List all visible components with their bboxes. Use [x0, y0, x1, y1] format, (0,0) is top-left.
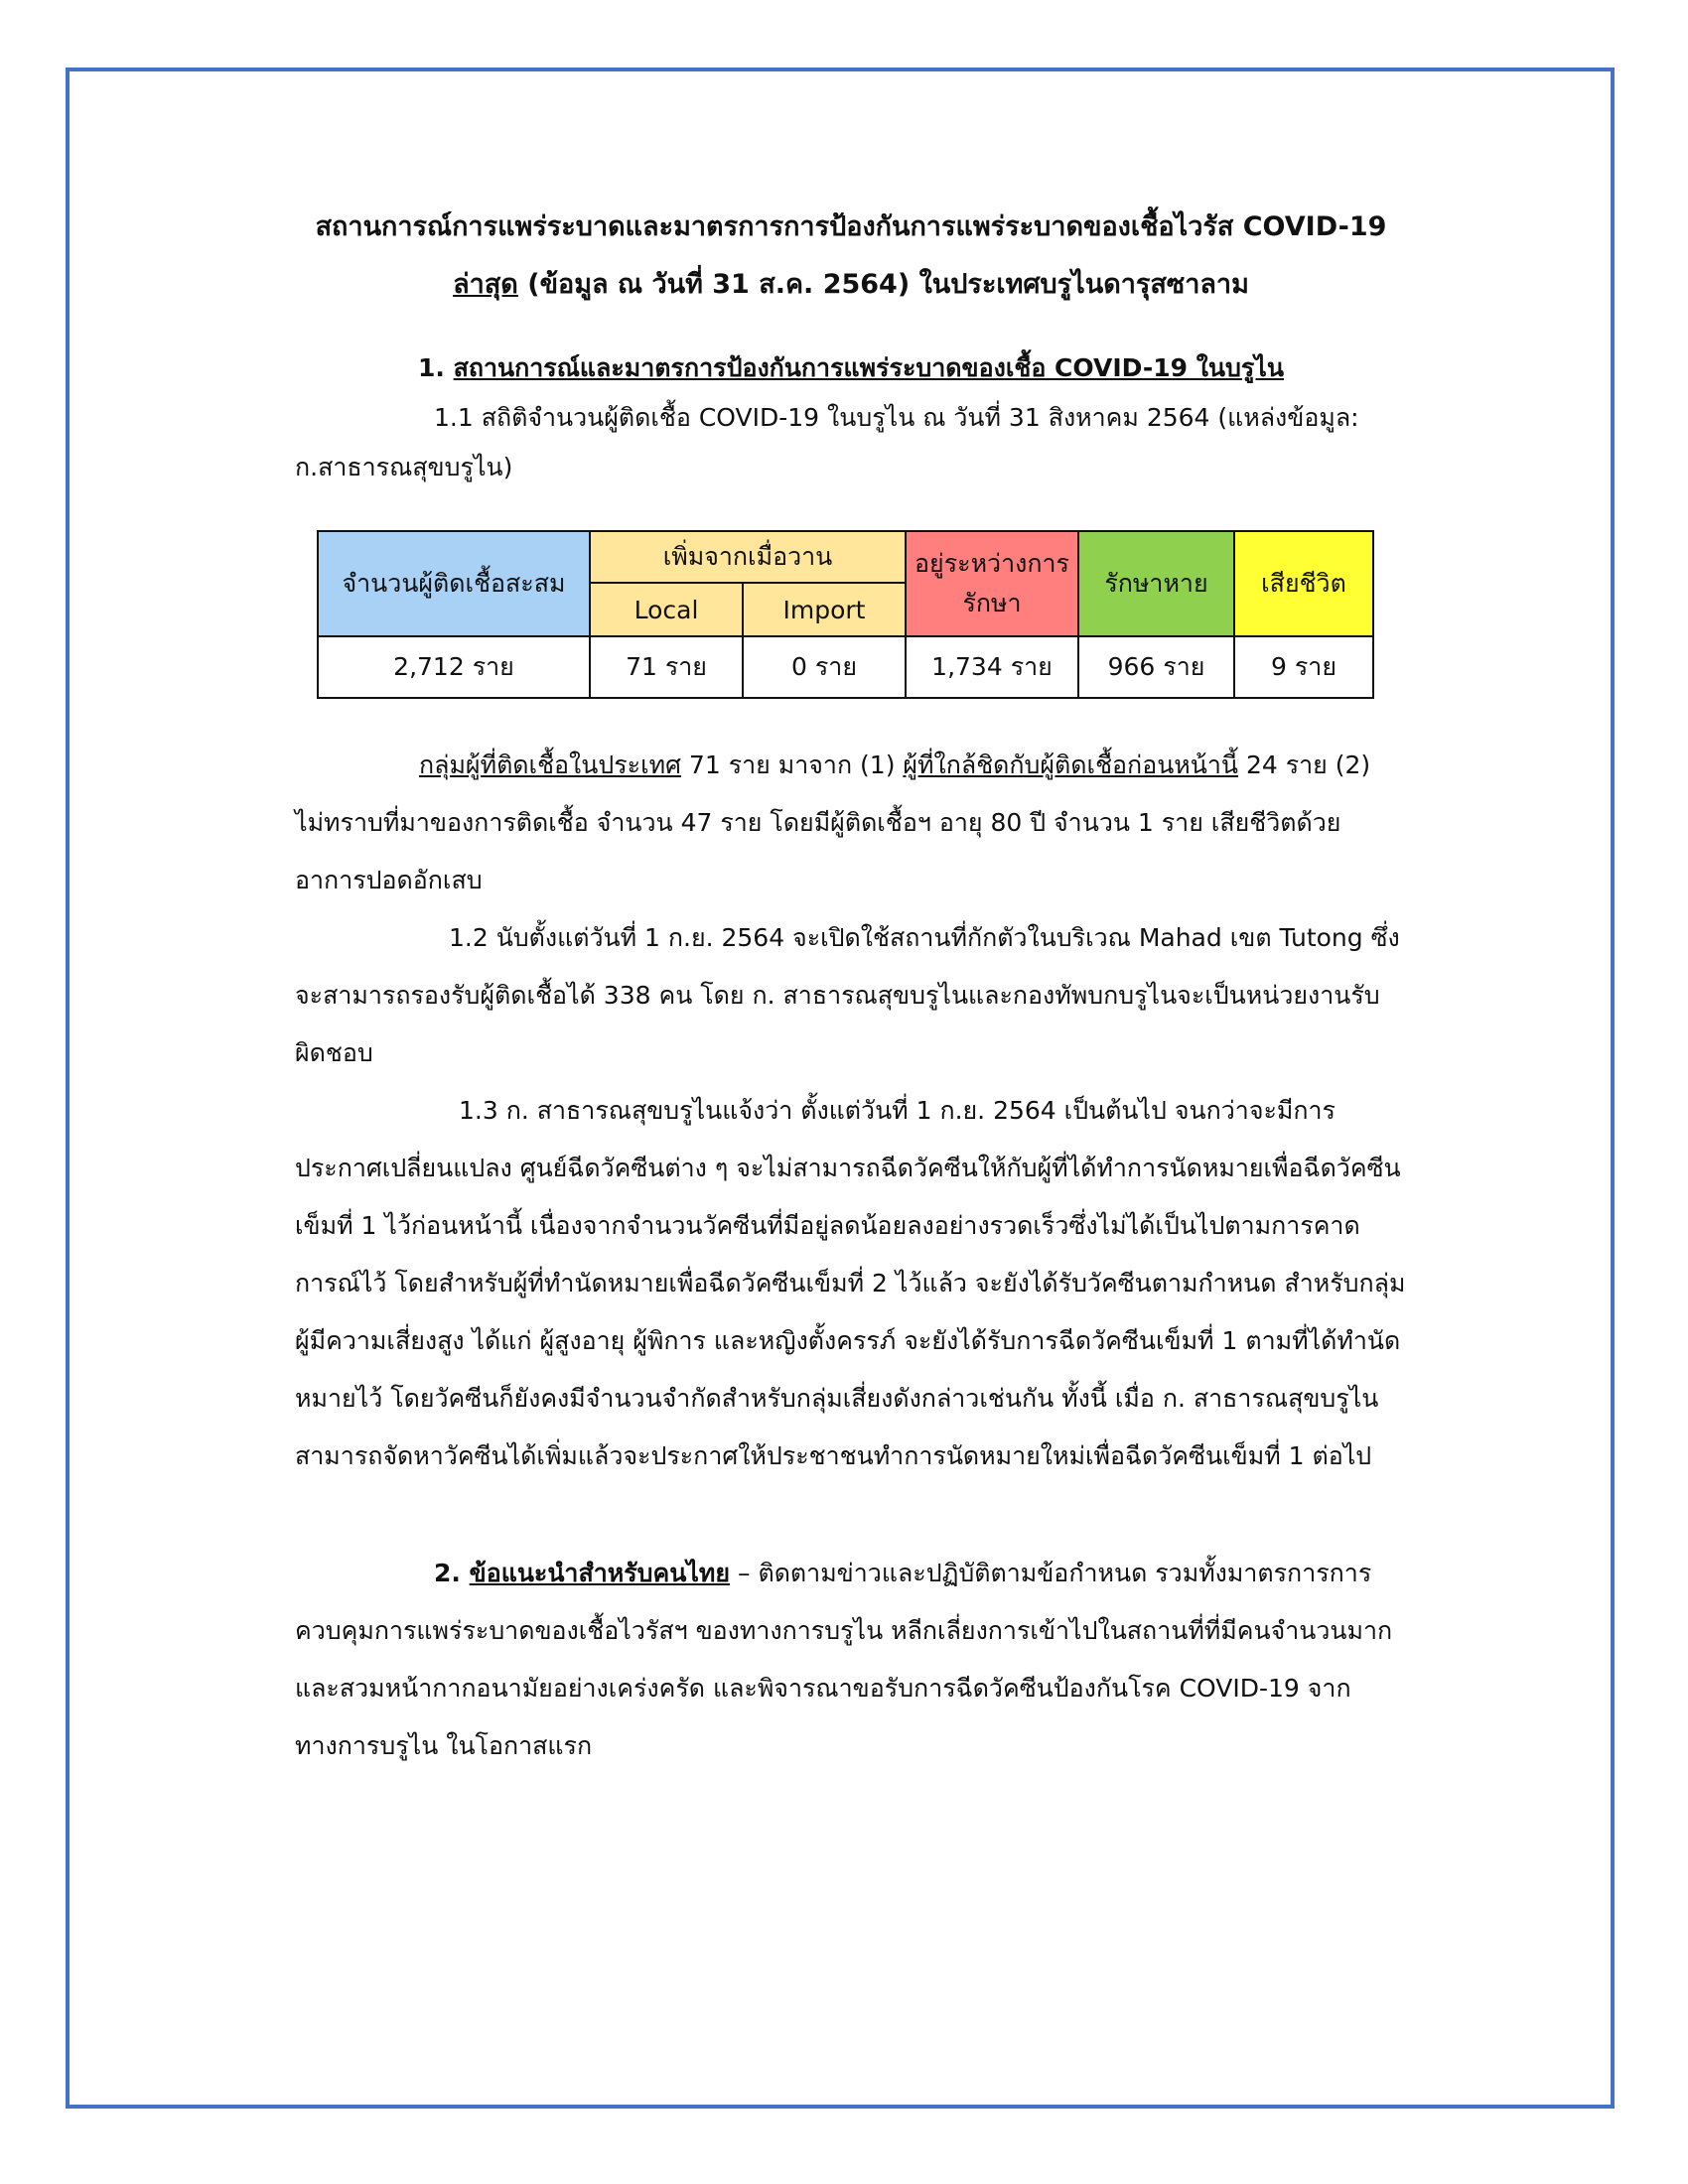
spacer [295, 1485, 1407, 1545]
paragraph-1-3: 1.3 ก. สาธารณสุขบรูไนแจ้งว่า ตั้งแต่วันที่ 1 ก.ย. 2564 เป็นต้นไป จนกว่าจะมีการประกาศเปลี่ยนแปลง ศูนย์ฉีดวัคซีนต่าง ๆ จะไม่สามารถฉีดวัคซีนให้กับผู้ที่ได้ทำการนัดหมายเพื่อฉีดวัคซีนเข็มที่ 1 ไว้ก่อนหน้านี้ เนื่องจากจำนวนวัคซีนที่มีอยู่ลดน้อยลงอย่างรวดเร็วซึ่งไม่ได้เป็นไปตามการคาดการณ์ไว้ โดยสำหรับผู้ที่ทำนัดหมายเพื่อฉีดวัคซีนเข็มที่ 2 ไว้แล้ว จะยังได้รับวัคซีนตามกำหนด สำหรับกลุ่มผู้มีความเสี่ยงสูง ได้แก่ ผู้สูงอายุ ผู้พิการ และหญิงตั้งครรภ์ จะยังได้รับการฉีดวัคซีนเข็มที่ 1 ตามที่ได้ทำนัดหมายไว้ โดยวัคซีนก็ยังคงมีจำนวนจำกัดสำหรับกลุ่มเสี่ยงดังกล่าวเช่นกัน ทั้งนี้ เมื่อ ก. สาธารณสุขบรูไนสามารถจัดหาวัคซีนได้เพิ่มแล้วจะประกาศให้ประชาชนทำการนัดหมายใหม่เพื่อฉีดวัคซีนเข็มที่ 1 ต่อไป [295, 1096, 1406, 1470]
covid-stats-table [317, 530, 1374, 699]
section-1-title: สถานการณ์และมาตรการป้องกันการแพร่ระบาดของเชื้อ COVID-19 ในบรูไน [453, 353, 1284, 382]
paragraph-section-2 [295, 1545, 1407, 1775]
header-new-cases: เพิ่มจากเมื่อวาน [590, 531, 906, 583]
header-recovered: รักษาหาย [1078, 531, 1234, 636]
local-group-label: กลุ่มผู้ที่ติดเชื้อในประเทศ [419, 751, 681, 779]
local-group-text-a: 71 ราย มาจาก (1) [680, 751, 904, 779]
header-import: Import [743, 583, 906, 636]
close-contacts-label: ผู้ที่ใกล้ชิดกับผู้ติดเชื้อก่อนหน้านี้ [903, 751, 1238, 779]
document-title [295, 199, 1407, 314]
value-local: 71 ราย [590, 636, 743, 698]
header-total-cases: จำนวนผู้ติดเชื้อสะสม [318, 531, 590, 636]
value-total-cases: 2,712 ราย [318, 636, 590, 698]
value-recovered: 966 ราย [1078, 636, 1234, 698]
section-2-text: – ติดตามข่าวและปฏิบัติตามข้อกำหนด รวมทั้งมาตรการการควบคุมการแพร่ระบาดของเชื้อไวรัสฯ ของทางการบรูไน หลีกเลี่ยงการเข้าไปในสถานที่ที่มีคนจำนวนมากและสวมหน้ากากอนามัยอย่างเคร่งครัด และพิจารณาขอรับการฉีดวัคซีนป้องกันโรค COVID-19 จากทางการบรูไน ในโอกาสแรก [295, 1559, 1393, 1760]
value-under-treatment: 1,734 ราย [906, 636, 1078, 698]
section-1-number: 1. [418, 353, 454, 382]
section-2-heading: ข้อแนะนำสำหรับคนไทย [469, 1559, 731, 1587]
local-group-text-b: 24 ราย (2) ไม่ทราบที่มาของการติดเชื้อ จำนวน 47 ราย โดยมีผู้ติดเชื้อฯ อายุ 80 ปี จำนวน 1 ราย เสียชีวิตด้วยอาการปอดอักเสบ [295, 751, 1371, 894]
title-line-1: สถานการณ์การแพร่ระบาดและมาตรการการป้องกันการแพร่ระบาดของเชื้อไวรัส COVID-19 [315, 211, 1387, 242]
header-deaths: เสียชีวิต [1234, 531, 1373, 636]
section-1-heading [295, 343, 1407, 393]
document-body [295, 199, 1407, 1775]
paragraph-1-1: 1.1 สถิติจำนวนผู้ติดเชื้อ COVID-19 ในบรูไน ณ วันที่ 31 สิงหาคม 2564 (แหล่งข้อมูล: ก.สาธารณสุขบรูไน) [295, 403, 1359, 481]
header-under-treatment: อยู่ระหว่างการรักษา [906, 531, 1078, 636]
value-deaths: 9 ราย [1234, 636, 1373, 698]
paragraph-1-2: 1.2 นับตั้งแต่วันที่ 1 ก.ย. 2564 จะเปิดใช้สถานที่กักตัวในบริเวณ Mahad เขต Tutong ซึ่งจะสามารถรองรับผู้ติดเชื้อได้ 338 คน โดย ก. สาธารณสุขบรูไนและกองทัพบกบรูไนจะเป็นหน่วยงานรับผิดชอบ [295, 923, 1400, 1067]
paragraph-local-group [295, 737, 1407, 909]
title-line-2: (ข้อมูล ณ วันที่ 31 ส.ค. 2564) ในประเทศบรูไนดารุสซาลาม [517, 269, 1249, 300]
title-latest: ล่าสุด [453, 269, 518, 300]
section-2-number: 2. [434, 1559, 470, 1587]
value-import: 0 ราย [743, 636, 906, 698]
header-local: Local [590, 583, 743, 636]
